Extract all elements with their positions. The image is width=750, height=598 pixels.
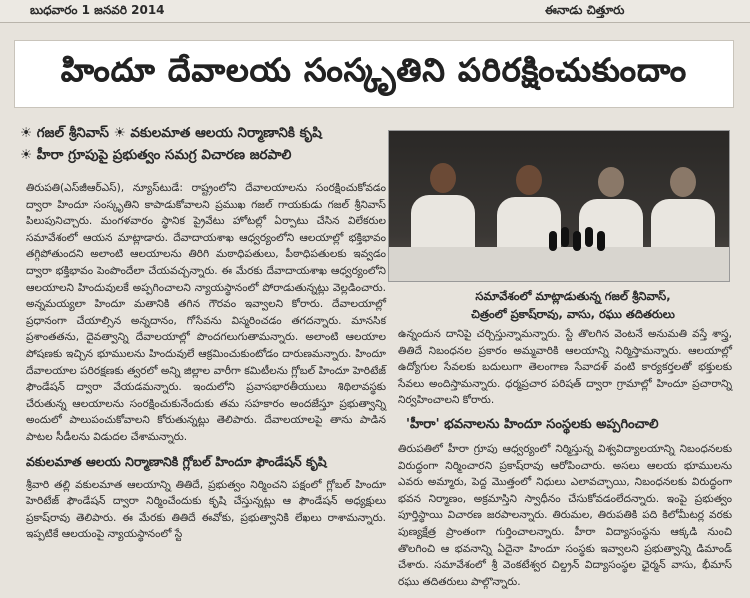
section-heading-heera: 'హీరా' భవనాలను హిందూ సంస్థలకు అప్పగించాలి: [406, 416, 659, 432]
photo-caption: [438, 287, 708, 323]
microphone-icon: [597, 231, 605, 251]
subhead-1: ☀ గజల్ శ్రీనివాస్ ☀ వకులమాత ఆలయ నిర్మాణానికి కృషి: [20, 125, 322, 141]
right-paragraph-2: తిరుపతిలో హీరా గ్రూపు ఆధ్వర్యంలో నిర్మిస్తున్న విశ్వవిద్యాలయాన్ని నిబంధనలకు విరుద్ధంగా నిర్మించారని ప్రకాష్‌రావు ఆరోపించారు. అసలు ఆలయ భూములను ఎవరు అమ్మారు, పెద్ద మొత్తంలో నిధులు ఎలావచ్చాయి, నిబంధనలకు విరుద్ధంగా భవన నిర్మాణం, అక్రమాస్తిని స్వాధీనం చేసుకోవడంలేదన్నారు. ఇంపై ప్రభుత్వం పూర్తిస్థాయి విచారణ జరపాలన్నారు. తిరుమల, తిరుపతికి పది కిలోమీటర్ల వరకు పుణ్యక్షేత్ర ప్రాంతంగా గుర్తించాలన్నారు. హీరా విద్యాసంస్థను ఆక్కడి నుంచి తొలగించి ఆ భవనాన్ని ఏదైనా హిందూ సంస్థకు ఇవ్వాలని ప్రభుత్వాన్ని డిమాండ్ చేశారు. సమావేశంలో శ్రీ వెంకటేశ్వర చిల్డ్రన్ విద్యాసంస్థల ఛైర్మన్ వాసు, భీమాస్ రఘు తదితరులు పాల్గొన్నారు.: [398, 442, 732, 588]
right-paragraph-1: ఉన్నందున దానిపై చర్చిస్తున్నామన్నారు. స్టే తొలగిన వెంటనే అనుమతి వస్తే శాస్త్ర, తితిదే నిబంధనల ప్రకారం అమ్మవారికి ఆలయాన్ని నిర్మిస్తామన్నారు. ఆలయాల్లో ఉద్యోగుల సేవలకు బదులుగా తెలంగాణ సేవాదళ్ వంటి కార్యకర్తలతో భక్తులకు సేవలు అందిస్తామన్నారు. ధర్మప్రచార పరిషత్ ద్వారా గ్రామాల్లో హిందూ ప్రచారాన్ని నిర్వహించాలని కోరారు.: [398, 328, 732, 407]
photo-caption-line-1: సమావేశంలో మాట్లాడుతున్న గజల్ శ్రీనివాస్,: [475, 289, 671, 303]
edition-name: ఈనాడు చిత్తూరు: [545, 3, 625, 17]
press-table: [389, 247, 729, 281]
article-left-column: [26, 180, 386, 543]
lead-paragraph: తిరుపతి(ఎస్‌జీఆర్‌ఎస్), న్యూస్‌టుడే: రాష్ట్రంలోని దేవాలయాలను సంరక్షించుకోవడం ద్వారా హిందూ సంస్కృతిని కాపాడుకోవాలని ప్రముఖ గజల్ గాయకుడు గజల్ శ్రీనివాస్ పిలుపునిచ్చారు. మంగళవారం స్థానిక ప్రైవేటు హోటల్లో ఏర్పాటు చేసిన విలేకరుల సమావేశంలో ఆయన మాట్లాడారు. దేవాదాయశాఖ ఆధ్వర్యంలోని ఆలయాల్లో భక్తిభావం తగ్గిపోతుందని అలాంటి ఆలయాలను తిరిగి మఠాధిపతులు, పీఠాధిపతులకు ఇవ్వడం ద్వారా భక్తిభావం పెంపొందేలా చేయవచ్చన్నారు. ఈ మేరకు దేవాదాయశాఖ ఆధ్వర్యంలోని ఆలయాలని హిందువులకే అప్పగించాలని న్యాయస్థానంలో పోరాడుతున్నట్లు వెల్లడించారు. అన్నమయ్యలా హిందూ మతానికి తగిన గౌరవం ఇవ్వాలని కోరారు. దేవాలయాల్లో ప్రధానంగా చేయాల్సిన అన్నదానం, గోసేవను విస్మరించడం తగదన్నారు. మానసిక ప్రశాంతతను, దైవత్వాన్ని దేవాలయాల్లో పొందగలుగుతామన్నారు. అలాంటి ఆలయాల పోషణకు ఇచ్చిన భూములను హిందువులే ఆక్రమించుకుంటోడం దారుణమన్నారు. హిందూ దేవాలయాల పరిరక్షణకు త్వరలో అన్ని జిల్లాల వారీగా కమిటీలను గ్లోబల్ హిందూ హెరిటేజ్ ఫౌండేషన్ ద్వారా వేయడమన్నారు. ఇందులోని ప్రవాసభారతీయులు శిథిలావస్థకు చేరుతున్న ఆలయాలను సంరక్షించుకునేందుకు తమ సహకారం అందజేస్తూ ప్రభుత్వాన్ని అందులో పాలుపంచుకోవాలని కోరుతున్నట్లు తెలిపారు. దేవాలయాలపై తాను పాడిన పాటల సీడీలను విడుదల చేశామన్నారు.: [26, 182, 386, 443]
article-right-column: [398, 326, 732, 590]
section-heading-vakulamatha: వకులమాత ఆలయ నిర్మాణానికి గ్లోబల్ హిందూ ఫౌండేషన్ కృషి: [26, 453, 327, 469]
headline-box: [14, 40, 734, 108]
microphone-icon: [585, 227, 593, 247]
headline: హిందూ దేవాలయ సంస్కృతిని పరిరక్షించుకుందాం: [60, 51, 688, 89]
section-paragraph-vakulamatha: శ్రీవారి తల్లి వకులమాత ఆలయాన్ని తితిదే, ప్రభుత్వం నిర్మించని పక్షంలో గ్లోబల్ హిందూ హెరిటేజ్ ఫౌండేషన్ ద్వారా నిర్మించేందుకు కృషి చేస్తున్నట్లు ఆ ఫౌండేషన్ అధ్యక్షులు ప్రకాష్‌రావు తెలిపారు. ఈ మేరకు తితిదే ఈవోకు, ప్రభుత్వానికి లేఖలు రాశామన్నారు. ఇప్పటికే ఆలయంపై న్యాయస్థానంలో స్టే: [26, 478, 386, 541]
photo-caption-line-2: చిత్రంలో ప్రకాష్‌రావు, వాసు, రఘు తదితరులు: [471, 307, 675, 321]
page-header-bar: [0, 0, 750, 23]
subhead-2: ☀ హీరా గ్రూపుపై ప్రభుత్వం సమగ్ర విచారణ జరపాలి: [20, 147, 292, 163]
microphone-icon: [549, 231, 557, 251]
microphone-icon: [561, 227, 569, 247]
press-meet-photo: [388, 130, 730, 282]
date-line: బుధవారం 1 జనవరి 2014: [30, 3, 165, 17]
microphone-icon: [573, 231, 581, 251]
subheads: [20, 122, 390, 166]
